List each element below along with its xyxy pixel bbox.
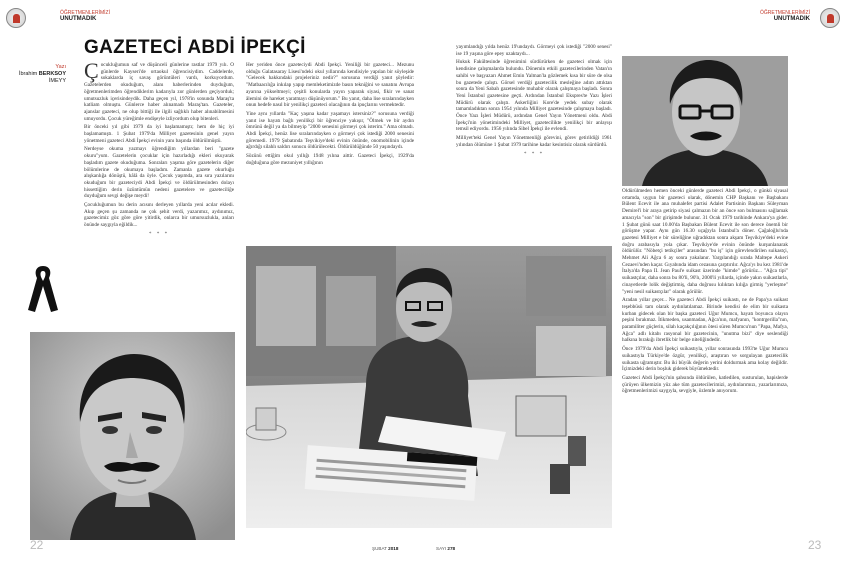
- section-tag-line1: ÖĞRETMENLERİMİZİ: [60, 10, 111, 16]
- portrait-image: [30, 332, 235, 540]
- paragraph: Çocukluğumun saf ve düşünceli günlerine rastlar 1979 yılı. O günlerde Kayseri'de ortaokul öğrencisiydim. Caddelerde, sokaklarda iç savaş görüntüleri vardı, korkuyordum. Gazetelerden okuduğum, alanı haberlerinden duyduğum, öğretmenlerimden öğrendiklerim kadarıyla zor günlerden geçiyorduk; umutsuzluk içerisindeydik. Daha geçen yıl, 1978'in sonunda Maraş'ta katliam olmuştu. Günlerce haber alınamadı Maraş'tan. Gazeteler, ajanslar gazeteci, ne olup bittiği ile ilgili sağlıklı haber alınabilmesini umuyordu. Çocuk yüreğimle endişeyle izliyordum olup bitenleri.: [84, 62, 234, 122]
- section-tag-left: [60, 10, 110, 22]
- paragraph: Her yeriden önce gazeteciydi Abdi İpekçi. Yeniliği bir gazeteci... Mezunu olduğu Galatasaray Lisesi'ndeki okul yıllarında kendisiyle yapılan bir söyleşide "Gelecek hakkındaki projeleriniz nedir?" sorusuna verdiği yanıt şöyledir: "Matbaacılığa inkılap yapıp memleketimizde basın tekniğini ve sanatını Avrupa ayarına yükseltmeyi; çeşitli konularda yayın yaparak siyasi, fikir ve sanat âlemini de hareket yaratmayı düşünüyorum." Bu yanıt, daha lise sıralarındayken onun hedefe nasıl bir yenilikçi gazeteci olacağının da ipuçlarını vermektedir.: [246, 62, 414, 109]
- article-column-4: [622, 188, 788, 528]
- portrait-photo-left: [30, 332, 235, 540]
- section-tag-right: [760, 10, 810, 22]
- page-number-right: 23: [808, 538, 822, 552]
- article-column-2: [246, 62, 414, 240]
- paragraph: yayımlandığı yılda henüz 19'undaydı. Görmeyi çok istediği "2000 senesi" ise 19 yaşına göre epey uzaktaydı...: [456, 44, 612, 57]
- issue-number: SAYI 278: [436, 546, 456, 551]
- section-tag-line2: UNUTMADIK: [60, 16, 97, 22]
- section-tag-line2: UNUTMADIK: [773, 16, 811, 22]
- author-name: İbrahim BERKSOY: [18, 71, 66, 77]
- drop-cap: Ç: [84, 62, 99, 83]
- magazine-logo: [6, 8, 26, 28]
- paragraph: Aradan yıllar geçer... Ne gazeteci Abdi İpekçi suikastı, ne de Papa'ya suikast teşebbüsü tam olarak aydınlatılamaz. Birinde kendisi de elim bir suikasta kurban gidecek olan bir başka gazeteci Uğur Mumcu, hayatı boyunca olayın peşini bırakmaz. İtikmeden, usanmadan, Ağca'nın, mafyanın, "kontrgerilla"nın, paramiliter güçlerin, silah kaçakçılığının ötesi süren Mumcu'nun "Papa, Mafya, Ağca" adlı kitabı rasyonal bir gazetecinin, "unutma bizi" diye seslendiği halkına bırakığı ibretlik bir belge niteliğindedir.: [622, 297, 788, 344]
- office-scene-photo: [246, 246, 612, 528]
- portrait-image: [622, 56, 788, 186]
- paragraph: Hukuk Fakültesinde öğrenimini sürdürürken de gazeteci olmak için kendisine çalışmalarda bulundu. Dönemin etkili gazetecilerinden Vatan'ın sahibi ve başyazarı Ahmet Emin Yalman'la gözlemek kısa bir süre de olsa bu gazetede çalıştı. Görsel verdiği gazetecilik mesleğine adım attıktan sonra da Yeni Sabah gazetesinde muhabir olarak çalışmaya başladı. Sonra Yeni İstanbul gazetesine geçti. Ardından İstanbul Ekspres'te Yazı İşleri Müdürü olarak çalıştı. Askerliğini Kore'de yedek subay olarak tamamladıktan sonra 1954 yılında Milliyet gazetesinde çalışmaya başladı. Önce Yazı İşleri Müdürü, ardından Genel Yayın Yönetmeni oldu. Abdi İpekçi'nin yönetimindeki Milliyet, gazetecilikte yenilikçi bir anlayışı temsil ediyordu. 1956 yılında Sibel İpekçi ile evlendi.: [456, 59, 612, 133]
- paragraph: Nerdeyse okuma yazmayı öğrendiğim yıllardan beri "gazete okuru"yum. Gazetelerin çocuklar için hazırladığı ekleri okuyarak başladım gazete okuduğuma. Sonraları yaşıma göre gazetelerin diğer bölümlerine de okumaya başladım. Zamanla gazete okurluğu alışkanlığa dönüştü, hâlâ da öyle. Çocuk yaşımda, ara sıra yazılarını okuduğum bir gazeteciydi Abdi İpekçi ve öldürülmesinden dolayı hissettiğim derin üzüntümün nedeni gazetelere ve gazeteciliğe duyduğum sevgi değişe meydi!: [84, 146, 234, 200]
- portrait-photo-right: [622, 56, 788, 186]
- article-column-3: [456, 44, 612, 234]
- paragraph: Sözünü ettiğim okul yıllığı 1948 yılına aittir. Gazeteci İpekçi, 1929'da doğduğuna göre mezuniyet yıllığının: [246, 153, 414, 166]
- paragraph: Gazeteci Abdi İpekçi'nin şahsında öldürülen, katledilen, susturulan, hapislerde çürüyen ülkemizin yüz ake tüm gazetecilerimizi, aydınlarımızı, yazarlarımıza, öğretmenlerimizi saygıyla, sevgiyle, özlemle anıyorum.: [622, 374, 788, 395]
- author-role: İMEYY: [48, 78, 66, 84]
- byline-label: Yazı: [55, 64, 66, 70]
- office-scene-image: [246, 246, 612, 528]
- section-tag-line1: ÖĞRETMENLERİMİZİ: [760, 10, 811, 16]
- paragraph: Öldürülmeden hemen önceki günlerde gazeteci Abdi İpekçi, o günkü siyasal ortamda, uygun bir gazeteci olarak, dönemin CHP Başkanı ve Başbakanı Bülent Ecevit ile ana muhalefet partisi Adalet Partisinin Başkanı Süleyman Demirel'i bir araya getirip siyasi çalmazın bir an önce son bulmasını sağlamak amacıyla "son" bir girişimde bulunur. 31 Ocak 1979 tarihinde Ankara'ya gider. 1 Şubat günü saat 10.00'da Başbakan Bülent Ecevit ile son derece önemli bir görüşme yapar. Aynı gün 16.30 uçağıyla İstanbul'a döner. Çağaloğlu'nda gazetesi Milliyet e bir süreliğine uğradıktan sonra akşam Teşvikiye'deki evine doğru arabasıyla yola çıkar. Teşvikiye'de evinin önünde kurşunlanarak öldürülür. "Nöbetçi tetikçiler" arasından "bu iş" için görevlendirilen suikastçi, Mehmet Ali Ağca 6 ay sonra yakalanır. Yargılandığı sırada Maltepe Askeri Cezaevi'nden kaçar. Gıyabında idam cezasına çarptırılır. Ağca'yı bu kez 1981'de İtalya'da Papa II. Jean Paul'e suikast üzerinde "kimde" görürüz... "Ağca tipi" suikastçılar, daha sonra bu 80'li, 90'lı, 2000'li yıllarda, içinde yakın suikastlarla, cinayetlerde lolik değiştirmiş, daha doğrusu kılıktan kılığa girmiş "yerleşme" "yeni nesil suikastçılar" olarak görülür.: [622, 188, 788, 295]
- magazine-logo-right: [820, 8, 840, 28]
- paragraph: Çocukluğumun bu derin acısını derleyen yıllarda yeni acılar ekledi. Akıp geçen şu zamanda ne çok şehit verdi, yazarımız, aydınımız, gazetecimiz göz göre göre yitirdik, onlarca bir umursuzlukla, anları önünde saygıyla eğildik...: [84, 202, 234, 229]
- paragraph: Önce 1979'da Abdi İpekçi suikastıyla, yıllar sonrasında 1993'te Uğur Mumcu suikastıyla Türkiye'de özgür, yenilikçi, araştıran ve sorgulayan gazetecilik suikasta uğramıştır. Bu iki büyük değerin yerini doldurmak ama kolay değildir. İçimizdeki derin boşluk giderek büyümektedir.: [622, 346, 788, 373]
- article-column-1: [84, 62, 234, 318]
- section-separator: * * *: [523, 150, 545, 157]
- paragraph: Yine aynı yıllarda "Kaç yaşına kadar yaşamayı istersiniz?" sorusuna verdiği yanıt ise hayatı bağlı yenilikçi bir öğrenciye yakışır, "Ölmek ve bir aydın ömrünü değil ya da bilmeyip "2000 senesini görmeyi çok isterim." Ama olmadı. Abdi İpekçi, henüz lise sıralarındayken o görmeyi çok istediği 2000 senesini göremedi. 1979 Şubatında Teşvikiye'deki evinin önünde, onomobilinin içinde ağırdığı silahlı saldırı sonucu öldürülecekti. Öldürüldüğünde 50 yaşındaydı.: [246, 110, 414, 151]
- mourning-ribbon-icon: [26, 262, 60, 314]
- article-title: GAZETECİ ABDİ İPEKÇİ: [84, 37, 306, 58]
- byline: [8, 64, 66, 85]
- section-separator: * * *: [148, 230, 170, 237]
- issue-date: ŞUBAT 2018: [372, 546, 399, 551]
- page-number-left: 22: [30, 538, 44, 552]
- paragraph: Milliyet'teki Genel Yayın Yönetmenliği görevini, görev getirildiği 1961 yılından ölümüne 1 Şubat 1979 tarihine kadar kesintisiz olarak sürdürdü.: [456, 135, 612, 148]
- paragraph: Bir önceki yıl gibi 1979 da iyi başlamamıştı; hem de hiç iyi başlamamıştı. 1 Şubat 1979'da Milliyet gazetesinin genel yayın yönetmeni gazeteci Abdi İpekçi evinin yanı başında öldürülmüştü.: [84, 124, 234, 144]
